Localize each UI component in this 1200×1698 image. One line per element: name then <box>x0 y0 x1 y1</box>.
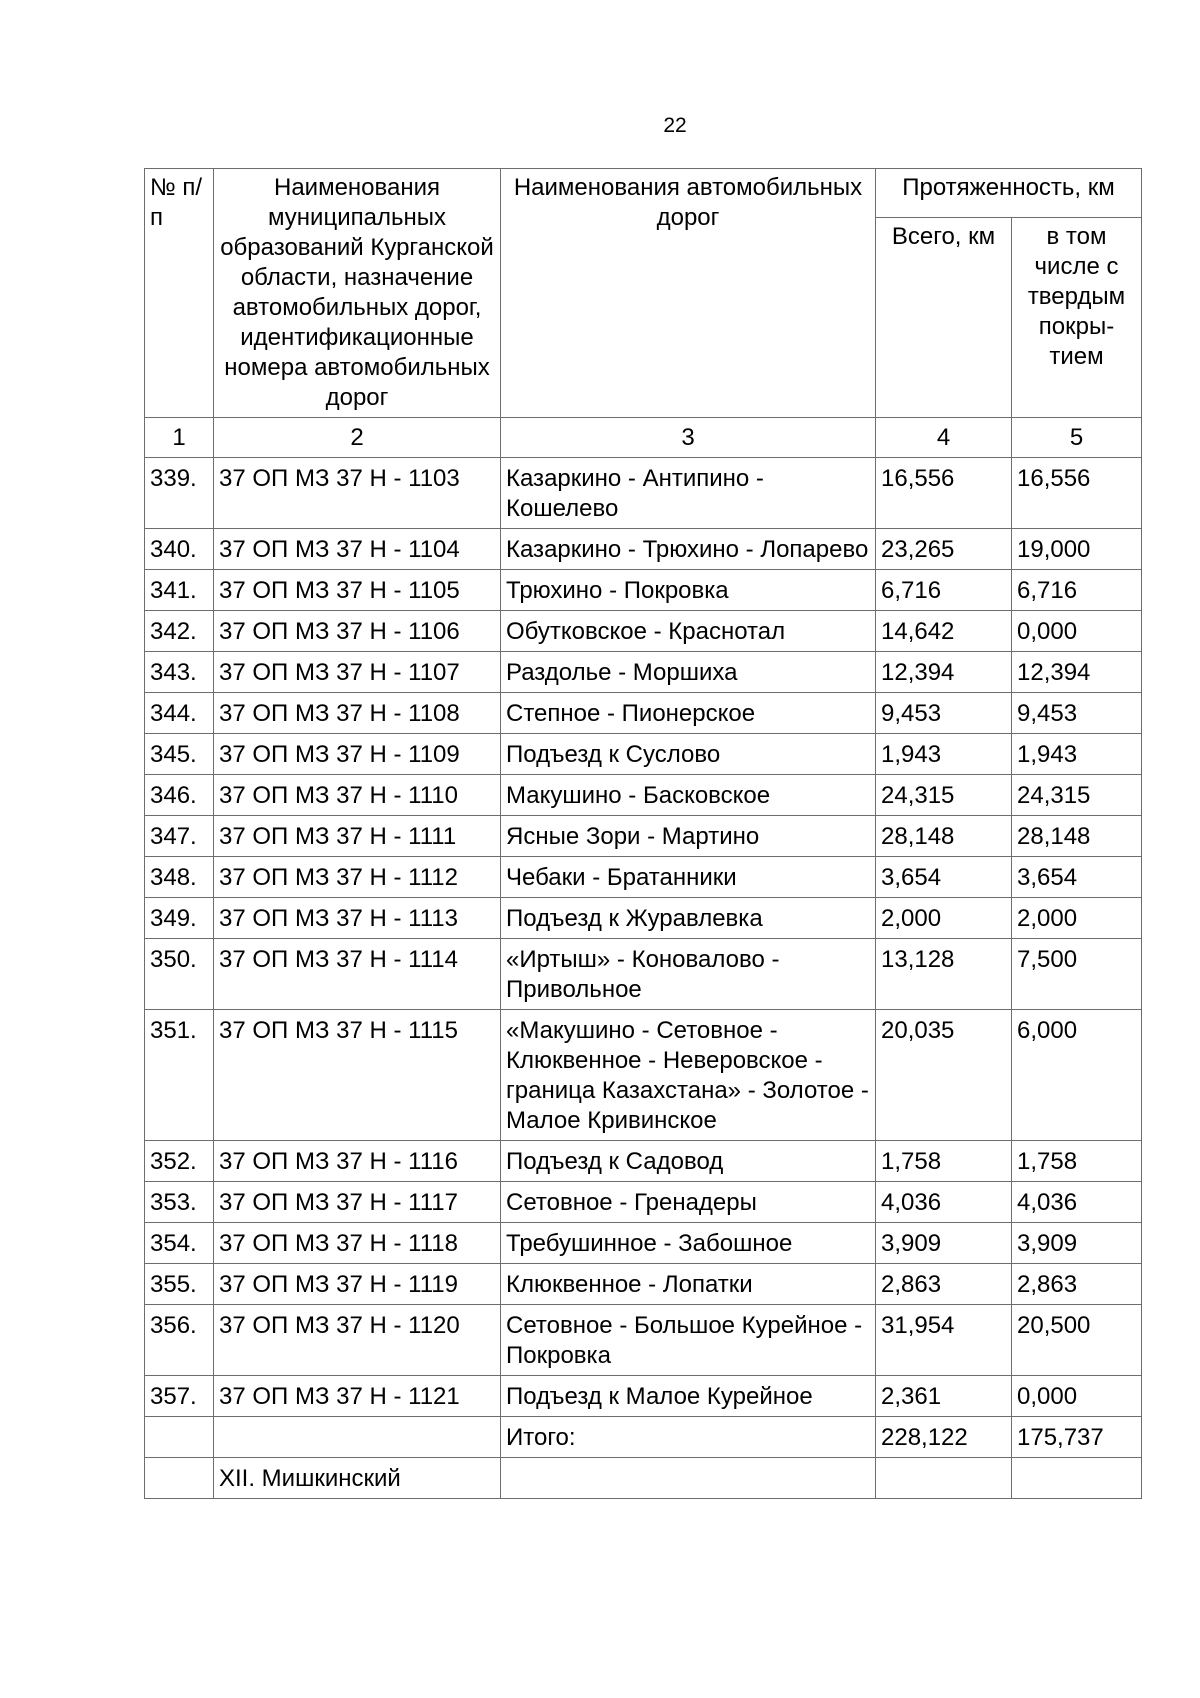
road-id: 37 ОП МЗ 37 Н - 1116 <box>214 1141 501 1182</box>
table-row <box>145 898 1142 939</box>
row-number: 354. <box>145 1223 214 1264</box>
roads-table <box>144 168 1142 1499</box>
section-label: XII. Мишкинский <box>214 1458 501 1499</box>
length-total: 6,716 <box>876 570 1012 611</box>
table-row <box>145 1264 1142 1305</box>
length-hard-surface: 2,863 <box>1012 1264 1142 1305</box>
road-name: Ясные Зори - Мартино <box>501 816 876 857</box>
length-total: 13,128 <box>876 939 1012 1010</box>
page-number: 22 <box>663 114 687 137</box>
road-name: Казаркино - Трюхино - Лопарево <box>501 529 876 570</box>
road-id: 37 ОП МЗ 37 Н - 1118 <box>214 1223 501 1264</box>
total-hard-length: 175,737 <box>1012 1417 1142 1458</box>
length-hard-surface: 2,000 <box>1012 898 1142 939</box>
length-hard-surface: 16,556 <box>1012 458 1142 529</box>
length-hard-surface: 9,453 <box>1012 693 1142 734</box>
row-number: 353. <box>145 1182 214 1223</box>
table-row <box>145 857 1142 898</box>
road-name: Подъезд к Журавлевка <box>501 898 876 939</box>
length-total: 9,453 <box>876 693 1012 734</box>
road-name: Макушино - Басковское <box>501 775 876 816</box>
road-id: 37 ОП МЗ 37 Н - 1121 <box>214 1376 501 1417</box>
length-total: 2,361 <box>876 1376 1012 1417</box>
length-hard-surface: 20,500 <box>1012 1305 1142 1376</box>
length-total: 14,642 <box>876 611 1012 652</box>
total-row <box>145 1417 1142 1458</box>
length-total: 2,000 <box>876 898 1012 939</box>
road-name: Обутковское - Краснотал <box>501 611 876 652</box>
road-name: Подъезд к Садовод <box>501 1141 876 1182</box>
header-total: Всего, км <box>876 218 1012 418</box>
road-name: Чебаки - Братанники <box>501 857 876 898</box>
section-row-hard-cell <box>1012 1458 1142 1499</box>
section-row-total-cell <box>876 1458 1012 1499</box>
column-numbers-row <box>145 418 1142 458</box>
road-name: Сетовное - Гренадеры <box>501 1182 876 1223</box>
road-name: Казаркино - Антипино - Кошелево <box>501 458 876 529</box>
road-name: Требушинное - Забошное <box>501 1223 876 1264</box>
section-row-name-cell <box>501 1458 876 1499</box>
section-row <box>145 1458 1142 1499</box>
length-total: 2,863 <box>876 1264 1012 1305</box>
table-row <box>145 939 1142 1010</box>
section-row-num-cell <box>145 1458 214 1499</box>
table-row <box>145 529 1142 570</box>
road-id: 37 ОП МЗ 37 Н - 1110 <box>214 775 501 816</box>
road-name: «Иртыш» - Коновалово - Привольное <box>501 939 876 1010</box>
row-number: 340. <box>145 529 214 570</box>
length-total: 3,654 <box>876 857 1012 898</box>
length-hard-surface: 6,716 <box>1012 570 1142 611</box>
table-row <box>145 816 1142 857</box>
road-name: «Макушино - Сетовное - Клюквенное - Неверовское - граница Казахстана» - Золотое - Малое Кривинское <box>501 1010 876 1141</box>
length-hard-surface: 1,943 <box>1012 734 1142 775</box>
road-id: 37 ОП МЗ 37 Н - 1109 <box>214 734 501 775</box>
header-roads: Наименования автомобильных дорог <box>501 169 876 418</box>
row-number: 343. <box>145 652 214 693</box>
table-row <box>145 1141 1142 1182</box>
row-number: 345. <box>145 734 214 775</box>
length-hard-surface: 24,315 <box>1012 775 1142 816</box>
road-id: 37 ОП МЗ 37 Н - 1111 <box>214 816 501 857</box>
total-length: 228,122 <box>876 1417 1012 1458</box>
total-row-num-cell <box>145 1417 214 1458</box>
road-id: 37 ОП МЗ 37 Н - 1105 <box>214 570 501 611</box>
length-hard-surface: 6,000 <box>1012 1010 1142 1141</box>
header-municipal: Наименования муниципальных образований Курганской области, назначение автомобильных дорог, идентификационные номера автомобильных дорог <box>214 169 501 418</box>
table-body <box>145 458 1142 1417</box>
table-row <box>145 458 1142 529</box>
table-row <box>145 1305 1142 1376</box>
table-row <box>145 1376 1142 1417</box>
length-total: 23,265 <box>876 529 1012 570</box>
length-total: 4,036 <box>876 1182 1012 1223</box>
column-number: 5 <box>1012 418 1142 458</box>
length-total: 12,394 <box>876 652 1012 693</box>
length-total: 31,954 <box>876 1305 1012 1376</box>
road-name: Степное - Пионерское <box>501 693 876 734</box>
row-number: 347. <box>145 816 214 857</box>
length-hard-surface: 3,909 <box>1012 1223 1142 1264</box>
row-number: 351. <box>145 1010 214 1141</box>
length-total: 28,148 <box>876 816 1012 857</box>
total-row-id-cell <box>214 1417 501 1458</box>
road-id: 37 ОП МЗ 37 Н - 1119 <box>214 1264 501 1305</box>
length-total: 24,315 <box>876 775 1012 816</box>
column-number: 3 <box>501 418 876 458</box>
table-row <box>145 1010 1142 1141</box>
table-row <box>145 652 1142 693</box>
road-id: 37 ОП МЗ 37 Н - 1117 <box>214 1182 501 1223</box>
column-number: 2 <box>214 418 501 458</box>
length-hard-surface: 0,000 <box>1012 611 1142 652</box>
length-hard-surface: 12,394 <box>1012 652 1142 693</box>
header-length: Протяженность, км <box>876 169 1142 218</box>
length-total: 1,943 <box>876 734 1012 775</box>
road-id: 37 ОП МЗ 37 Н - 1107 <box>214 652 501 693</box>
road-id: 37 ОП МЗ 37 Н - 1108 <box>214 693 501 734</box>
table-row <box>145 734 1142 775</box>
road-id: 37 ОП МЗ 37 Н - 1113 <box>214 898 501 939</box>
length-total: 16,556 <box>876 458 1012 529</box>
row-number: 341. <box>145 570 214 611</box>
length-hard-surface: 1,758 <box>1012 1141 1142 1182</box>
header-row <box>145 169 1142 218</box>
length-hard-surface: 3,654 <box>1012 857 1142 898</box>
length-total: 20,035 <box>876 1010 1012 1141</box>
header-hard: в том числе с твердым покры-тием <box>1012 218 1142 418</box>
length-hard-surface: 19,000 <box>1012 529 1142 570</box>
road-id: 37 ОП МЗ 37 Н - 1104 <box>214 529 501 570</box>
row-number: 352. <box>145 1141 214 1182</box>
column-number: 1 <box>145 418 214 458</box>
road-id: 37 ОП МЗ 37 Н - 1103 <box>214 458 501 529</box>
length-hard-surface: 7,500 <box>1012 939 1142 1010</box>
table-row <box>145 611 1142 652</box>
row-number: 356. <box>145 1305 214 1376</box>
road-name: Раздолье - Моршиха <box>501 652 876 693</box>
row-number: 342. <box>145 611 214 652</box>
table-row <box>145 1223 1142 1264</box>
road-name: Сетовное - Большое Курейное - Покровка <box>501 1305 876 1376</box>
total-label: Итого: <box>501 1417 876 1458</box>
row-number: 357. <box>145 1376 214 1417</box>
table-row <box>145 1182 1142 1223</box>
table-row <box>145 693 1142 734</box>
road-id: 37 ОП МЗ 37 Н - 1112 <box>214 857 501 898</box>
road-name: Трюхино - Покровка <box>501 570 876 611</box>
row-number: 346. <box>145 775 214 816</box>
road-id: 37 ОП МЗ 37 Н - 1114 <box>214 939 501 1010</box>
length-hard-surface: 0,000 <box>1012 1376 1142 1417</box>
road-id: 37 ОП МЗ 37 Н - 1115 <box>214 1010 501 1141</box>
road-id: 37 ОП МЗ 37 Н - 1120 <box>214 1305 501 1376</box>
header-num: № п/п <box>145 169 214 418</box>
length-hard-surface: 28,148 <box>1012 816 1142 857</box>
road-name: Клюквенное - Лопатки <box>501 1264 876 1305</box>
road-name: Подъезд к Суслово <box>501 734 876 775</box>
row-number: 349. <box>145 898 214 939</box>
road-name: Подъезд к Малое Курейное <box>501 1376 876 1417</box>
length-total: 3,909 <box>876 1223 1012 1264</box>
row-number: 348. <box>145 857 214 898</box>
column-number: 4 <box>876 418 1012 458</box>
row-number: 344. <box>145 693 214 734</box>
table-row <box>145 775 1142 816</box>
row-number: 350. <box>145 939 214 1010</box>
road-id: 37 ОП МЗ 37 Н - 1106 <box>214 611 501 652</box>
length-hard-surface: 4,036 <box>1012 1182 1142 1223</box>
table-row <box>145 570 1142 611</box>
length-total: 1,758 <box>876 1141 1012 1182</box>
row-number: 339. <box>145 458 214 529</box>
row-number: 355. <box>145 1264 214 1305</box>
